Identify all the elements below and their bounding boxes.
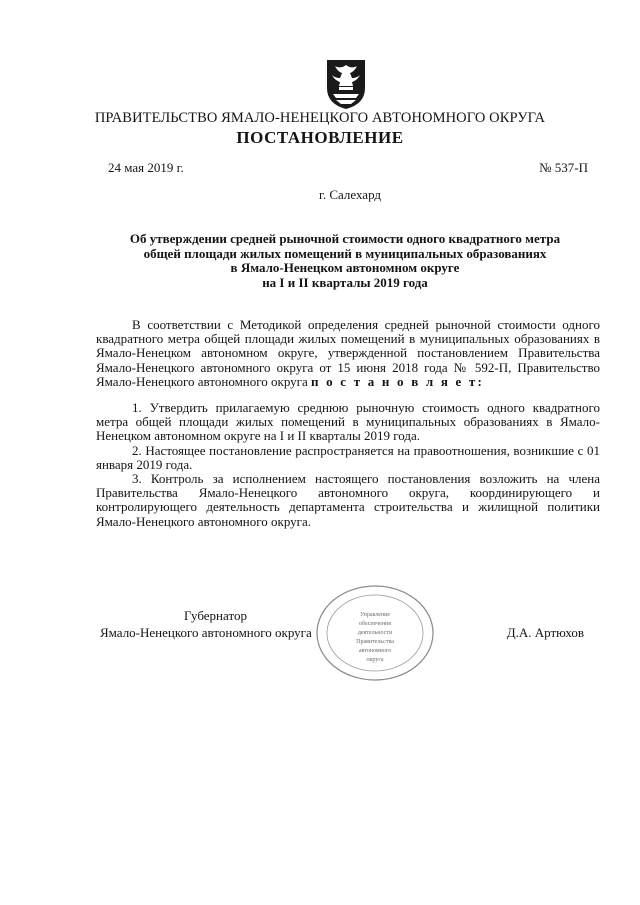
document-number: № 537-П	[539, 160, 588, 175]
title-line: Об утверждении средней рыночной стоимости одного квадратного метра	[129, 231, 561, 246]
document-city: г. Салехард	[318, 187, 382, 202]
resolves-colon: :	[477, 373, 485, 389]
stamp-line: Правительства	[356, 639, 394, 645]
preamble-text: В соответствии с Методикой определения средней рыночной стоимости одного квадратного метра общей площади жилых помещений в муниципальных образованиях в Ямало-Ненецком автономном округе, утвержденной постановлением Правительства Ямало-Ненецкого автономного округа от 15 июня 2018 года № 592-П, Правительство Ямало-Ненецкого автономного округа	[96, 317, 600, 389]
stamp-line: округа	[366, 657, 384, 663]
item-paragraph-1: 1. Утвердить прилагаемую среднюю рыночную стоимость одного квадратного метра общей площади жилых помещений в муниципальных образованиях в Ямало-Ненецком автономном округе на I и II кварталы 2019 года.	[96, 400, 600, 444]
item-paragraph-3: 3. Контроль за исполнением настоящего постановления возложить на члена Правительства Ямало-Ненецкого автономного округа, координирующего и контролирующего деятельность департамента строительства и жилищной политики Ямало-Ненецкого автономного округа.	[96, 471, 600, 529]
title-line: на I и II кварталы 2019 года	[262, 274, 428, 290]
signatory-name: Д.А. Артюхов	[506, 625, 584, 640]
document-type-heading: ПОСТАНОВЛЕНИЕ	[236, 128, 404, 147]
title-line: общей площади жилых помещений в муниципальных образованиях	[143, 245, 547, 261]
official-stamp	[313, 583, 437, 683]
item-paragraph-2: 2. Настоящее постановление распространяется на правоотношения, возникшие с 01 января 2019 года.	[96, 442, 600, 472]
stamp-line: обеспечения	[358, 621, 392, 627]
document-body	[96, 318, 600, 529]
document-title	[110, 232, 580, 290]
title-line: в Ямало-Ненецком автономном округе	[230, 260, 460, 275]
signatory-position: Губернатор	[184, 608, 247, 623]
yamal-emblem-icon	[325, 56, 367, 110]
resolves-word: п о с т а н о в л я е т	[311, 373, 478, 389]
signatory-organization: Ямало-Ненецкого автономного округа	[100, 625, 312, 640]
stamp-line: автономного	[358, 648, 392, 654]
preamble-paragraph	[96, 318, 600, 389]
document-date: 24 мая 2019 г.	[108, 160, 184, 175]
stamp-line: Управление	[359, 612, 391, 618]
stamp-line: деятельности	[357, 630, 393, 636]
government-name: ПРАВИТЕЛЬСТВО ЯМАЛО-НЕНЕЦКОГО АВТОНОМНОГО ОКРУГА	[94, 110, 546, 126]
